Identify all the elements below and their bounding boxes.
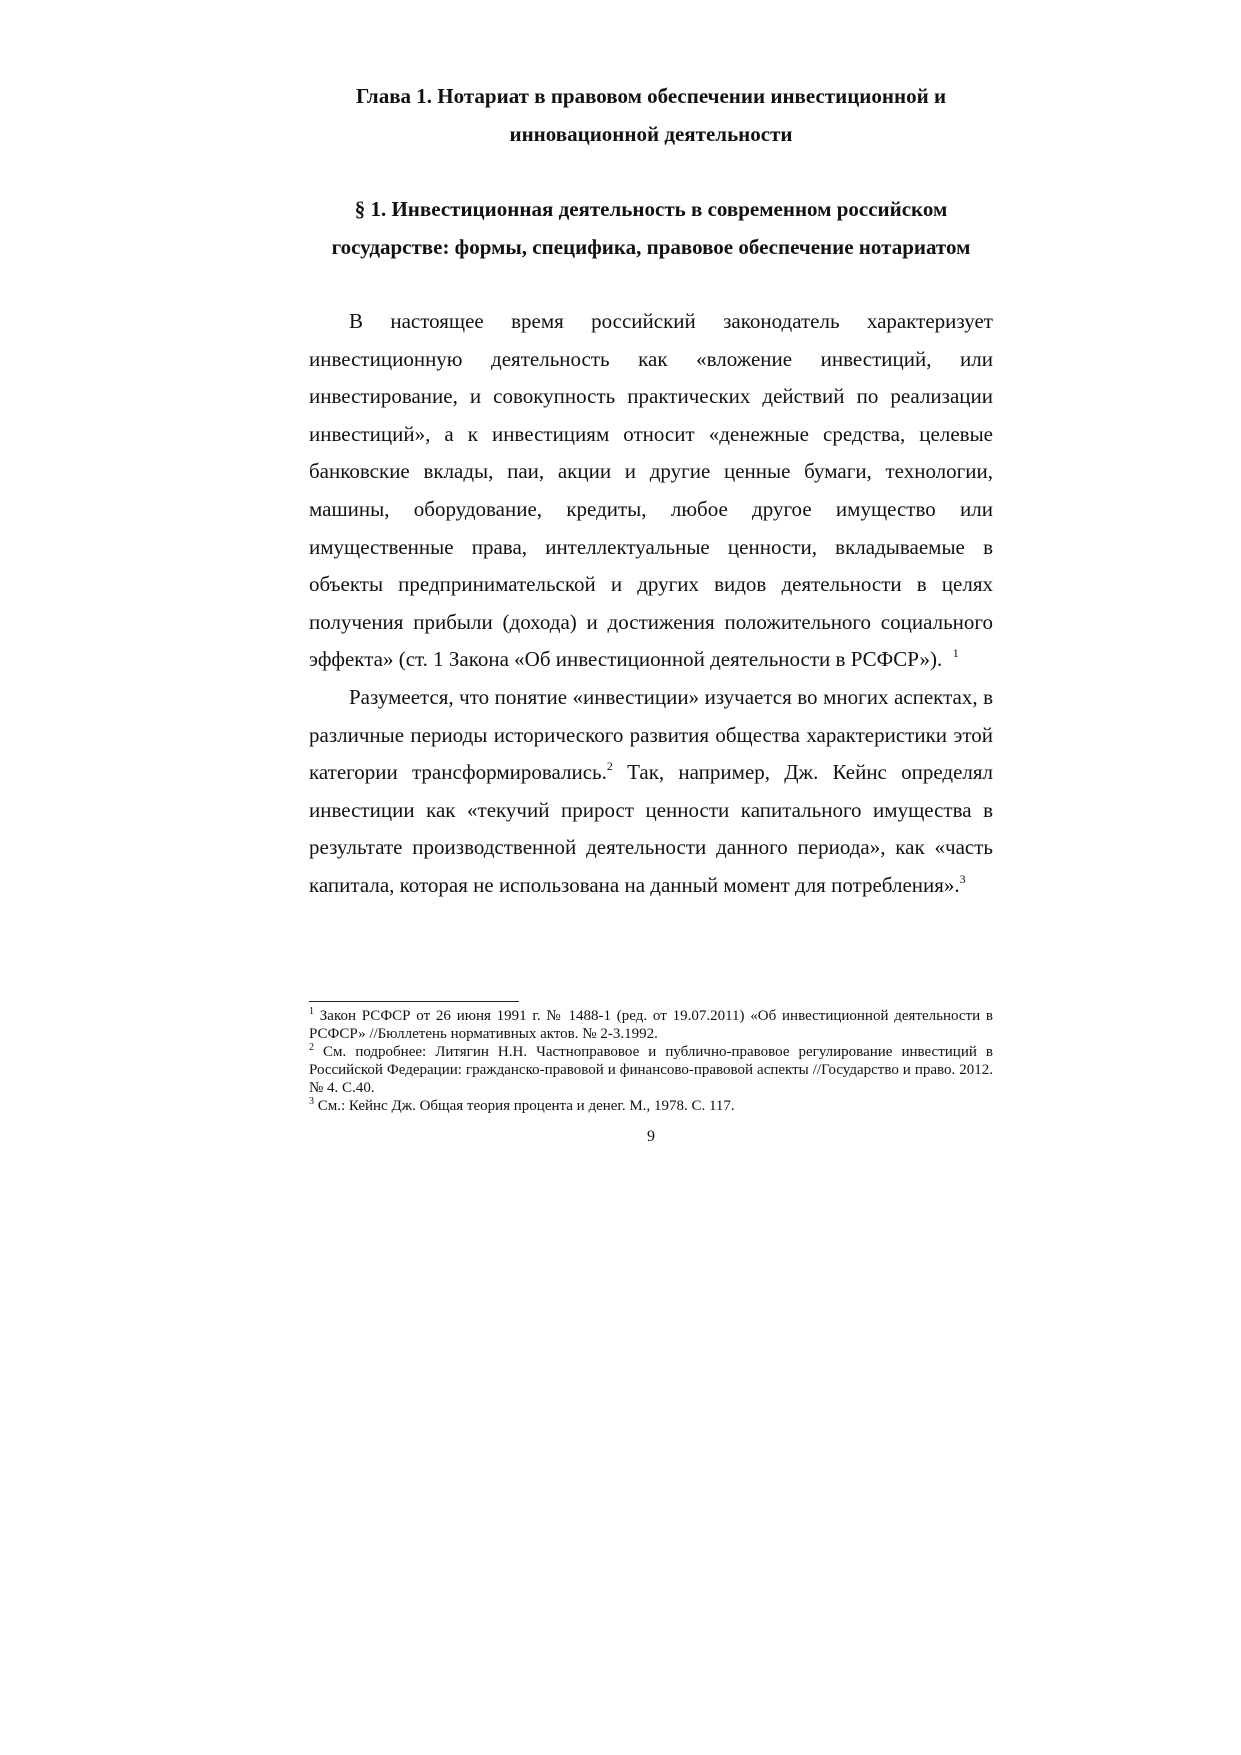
footnote-3-text: См.: Кейнс Дж. Общая теория процента и денег. М., 1978. С. 117. [314,1098,735,1114]
chapter-title-line-1: Глава 1. Нотариат в правовом обеспечении инвестиционной и [355,84,947,108]
paragraph-2-text-part-1: Разумеется, что понятие «инвестиции» изучается во многих аспектах, в различные периоды исторического развития общества характеристики этой категории трансформировались. [309,684,993,785]
footnote-1 [309,1007,993,1043]
section-title-line-2: государстве: формы, специфика, правовое обеспечение нотариатом [331,235,971,259]
footnote-3-number: 3 [309,1096,314,1107]
section-title-line-1: § 1. Инвестиционная деятельность в современном российском [354,197,948,221]
footnotes [309,1007,993,1115]
body-text [309,303,993,905]
footnote-ref-3: 3 [959,871,966,886]
paragraph-2 [309,679,993,905]
footnote-ref-1: 1 [952,646,959,661]
chapter-title-line-2: инновационной деятельности [509,122,793,146]
section-title [309,190,993,266]
paragraph-2-text-part-2: Так, например, Дж. Кейнс определял инвестиции как «текучий прирост ценности капитального имущества в результате производственной деятельности данного периода», как «часть капитала, которая не использована на данный момент для потребления». [309,760,994,897]
footnote-1-text: Закон РСФСР от 26 июня 1991 г. № 1488-1 (ред. от 19.07.2011) «Об инвестиционной деятельности в РСФСР» //Бюллетень нормативных актов. № 2-3.1992. [309,1008,993,1042]
footnote-2-number: 2 [309,1042,314,1053]
footnote-2 [309,1043,993,1097]
footnote-3 [309,1097,993,1115]
footnote-2-text: См. подробнее: Литягин Н.Н. Частноправовое и публично-правовое регулирование инвестиций в Российской Федерации: гражданско-правовой и финансово-правовой аспекты //Государство и право. 2012. № 4. С.40. [309,1044,993,1096]
page-number: 9 [647,1128,655,1145]
paragraph-1 [309,303,993,679]
footnote-ref-2: 2 [606,759,613,774]
chapter-title [309,77,993,153]
paragraph-1-text: В настоящее время российский законодатель характеризует инвестиционную деятельность как «вложение инвестиций, или инвестирование, и совокупность практических действий по реализации инвестиций», а к инвестициям относит «денежные средства, целевые банковские вклады, паи, акции и другие ценные бумаги, технологии, машины, оборудование, кредиты, любое другое имущество или имущественные права, интеллектуальные ценности, вкладываемые в объекты предпринимательской и других видов деятельности в целях получения прибыли (дохода) и достижения положительного социального эффекта» (ст. 1 Закона «Об инвестиционной деятельности в РСФСР»). [309,309,993,672]
footnote-separator [309,1001,519,1002]
footnote-1-number: 1 [309,1006,314,1017]
